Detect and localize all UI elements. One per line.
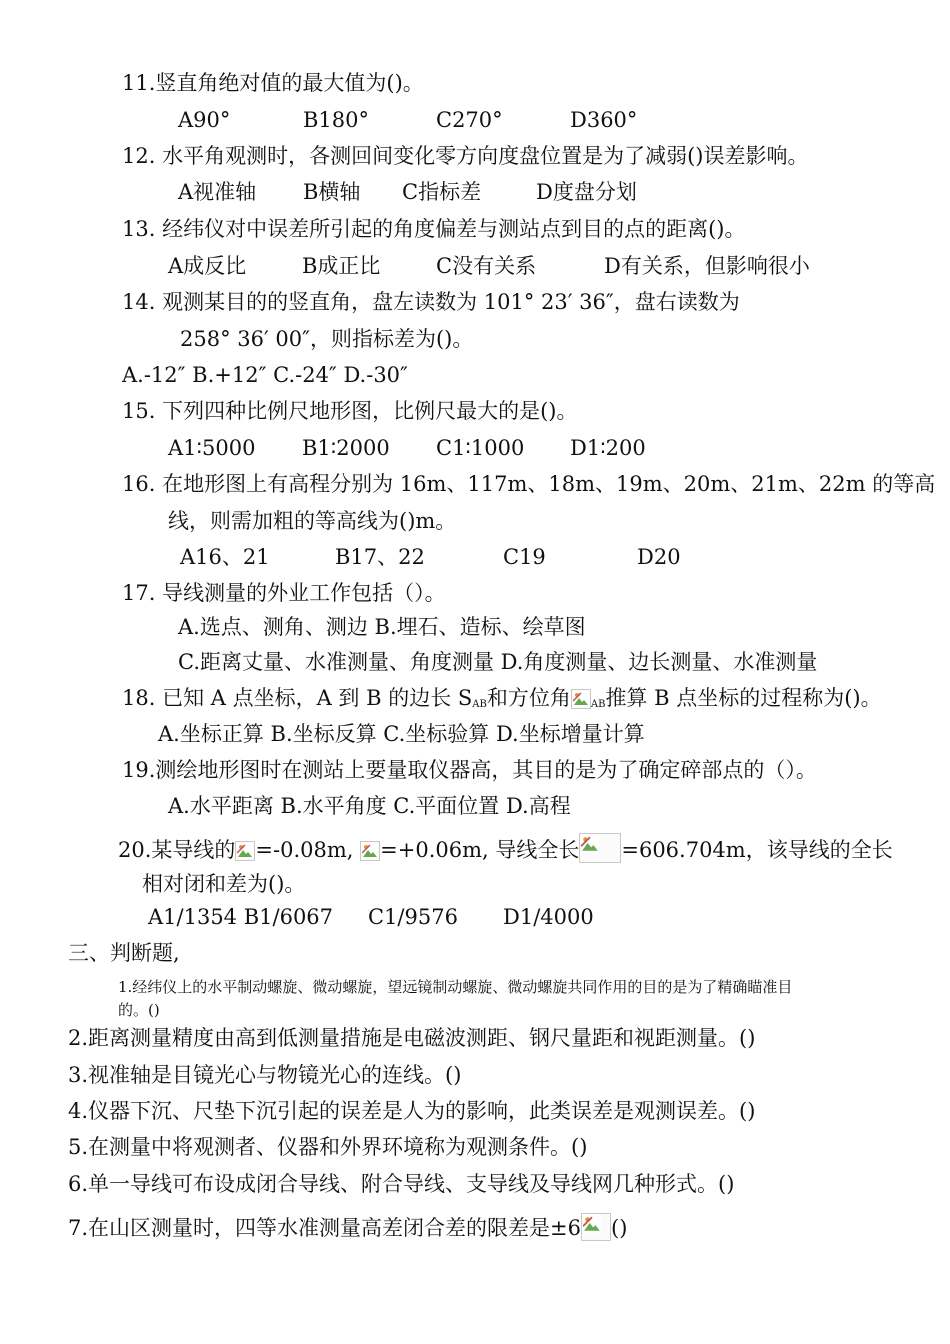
q18-stem [122, 685, 882, 718]
q12-opt-b: B横轴 [303, 180, 361, 204]
q16-stem: 16. 在地形图上有高程分别为 16m、117m、18m、19m、20m、21m、22m 的等高 [122, 472, 936, 496]
tf-item-3: 3.视准轴是目镜光心与物镜光心的连线。() [68, 1063, 462, 1087]
q20-opt-ab: A1/1354 B1/6067 [148, 905, 334, 929]
q11-stem: 11.竖直角绝对值的最大值为()。 [122, 71, 424, 95]
q15-stem: 15. 下列四种比例尺地形图，比例尺最大的是()。 [122, 399, 578, 423]
q12-opt-c: C指标差 [402, 180, 482, 204]
q20-part-3: =+0.06m, 导线全长 [380, 838, 580, 862]
q13-stem: 13. 经纬仪对中误差所引起的角度偏差与测站点到目的点的距离()。 [122, 217, 746, 241]
q19-options: A.水平距离 B.水平角度 C.平面位置 D.高程 [168, 794, 571, 818]
q13-opt-a: A成反比 [168, 254, 247, 278]
broken-image-icon [571, 689, 591, 709]
tf-item-7-text: 7.在山区测量时，四等水准测量高差闭合差的限差是±6 [68, 1216, 581, 1240]
q11-opt-b: B180° [303, 108, 370, 132]
q19-stem: 19.测绘地形图时在测站上要量取仪器高，其目的是为了确定碎部点的（）。 [122, 758, 817, 782]
q16-opt-b: B17、22 [335, 545, 425, 569]
tf-item-5: 5.在测量中将观测者、仪器和外界环境称为观测条件。() [68, 1135, 588, 1159]
q16-stem-2: 线，则需加粗的等高线为()m。 [168, 509, 457, 533]
q20-stem-2: 相对闭和差为()。 [142, 872, 306, 896]
q13-opt-d: D有关系，但影响很小 [604, 254, 810, 278]
tf-item-7-tail: () [611, 1216, 628, 1240]
tf-item-7 [68, 1213, 627, 1241]
q15-opt-d: D1∶200 [570, 436, 646, 460]
q16-opt-d: D20 [637, 545, 681, 569]
q12-opt-a: A视准轴 [178, 180, 257, 204]
tf-item-4: 4.仪器下沉、尺垫下沉引起的误差是人为的影响，此类误差是观测误差。() [68, 1099, 756, 1123]
q16-opt-c: C19 [503, 545, 546, 569]
q12-opt-d: D度盘分划 [536, 180, 637, 204]
q14-stem: 14. 观测某目的的竖直角，盘左读数为 101° 23′ 36″，盘右读数为 [122, 290, 740, 314]
q11-opt-d: D360° [570, 108, 638, 132]
q11-opt-c: C270° [436, 108, 503, 132]
q20-opt-c: C1/9576 [368, 905, 458, 929]
q15-opt-b: B1∶2000 [302, 436, 390, 460]
q18-stem-b: 和方位角 [486, 686, 571, 710]
q11-opt-a: A90° [178, 108, 231, 132]
q16-opt-a: A16、21 [180, 545, 270, 569]
tf-item-6: 6.单一导线可布设成闭合导线、附合导线、支导线及导线网几种形式。() [68, 1172, 735, 1196]
q12-stem: 12. 水平角观测时，各测回间变化零方向度盘位置是为了减弱()误差影响。 [122, 144, 809, 168]
broken-image-icon [360, 841, 380, 861]
q15-opt-c: C1∶1000 [436, 436, 525, 460]
q15-opt-a: A1∶5000 [168, 436, 256, 460]
broken-image-icon [235, 841, 255, 861]
q18-options: A.坐标正算 B.坐标反算 C.坐标验算 D.坐标增量计算 [158, 722, 645, 746]
q20-part-1: 20.某导线的 [118, 838, 236, 862]
q20-opt-d: D1/4000 [503, 905, 594, 929]
q14-options: A.-12″ B.+12″ C.-24″ D.-30″ [122, 363, 408, 387]
q13-opt-c: C没有关系 [436, 254, 537, 278]
q14-stem-2: 258° 36′ 00″，则指标差为()。 [180, 327, 474, 351]
q20-stem [118, 833, 893, 863]
q18-sub-alpha: AB [590, 699, 606, 710]
section-title: 三、判断题, [68, 941, 180, 965]
tf-item-1a: 1.经纬仪上的水平制动螺旋、微动螺旋，望远镜制动螺旋、微动螺旋共同作用的目的是为了精确瞄准目 [118, 978, 793, 996]
tf-item-1b: 的。() [118, 1001, 160, 1019]
broken-image-icon [579, 833, 621, 863]
q18-stem-c: 推算 B 点坐标的过程称为()。 [605, 686, 882, 710]
q20-part-2: =-0.08m, [255, 838, 354, 862]
q17-stem: 17. 导线测量的外业工作包括（）。 [122, 581, 446, 605]
tf-item-2: 2.距离测量精度由高到低测量措施是电磁波测距、钢尺量距和视距测量。() [68, 1026, 756, 1050]
q20-part-4: =606.704m，该导线的全长 [621, 838, 893, 862]
q17-options-1: A.选点、测角、测边 B.埋石、造标、绘草图 [178, 615, 586, 639]
q17-options-2: C.距离丈量、水准测量、角度测量 D.角度测量、边长测量、水准测量 [178, 650, 818, 674]
q18-sub-s: AB [472, 699, 487, 710]
broken-image-icon [581, 1213, 611, 1241]
q18-stem-a: 18. 已知 A 点坐标，A 到 B 的边长 S [122, 686, 473, 710]
q13-opt-b: B成正比 [302, 254, 381, 278]
